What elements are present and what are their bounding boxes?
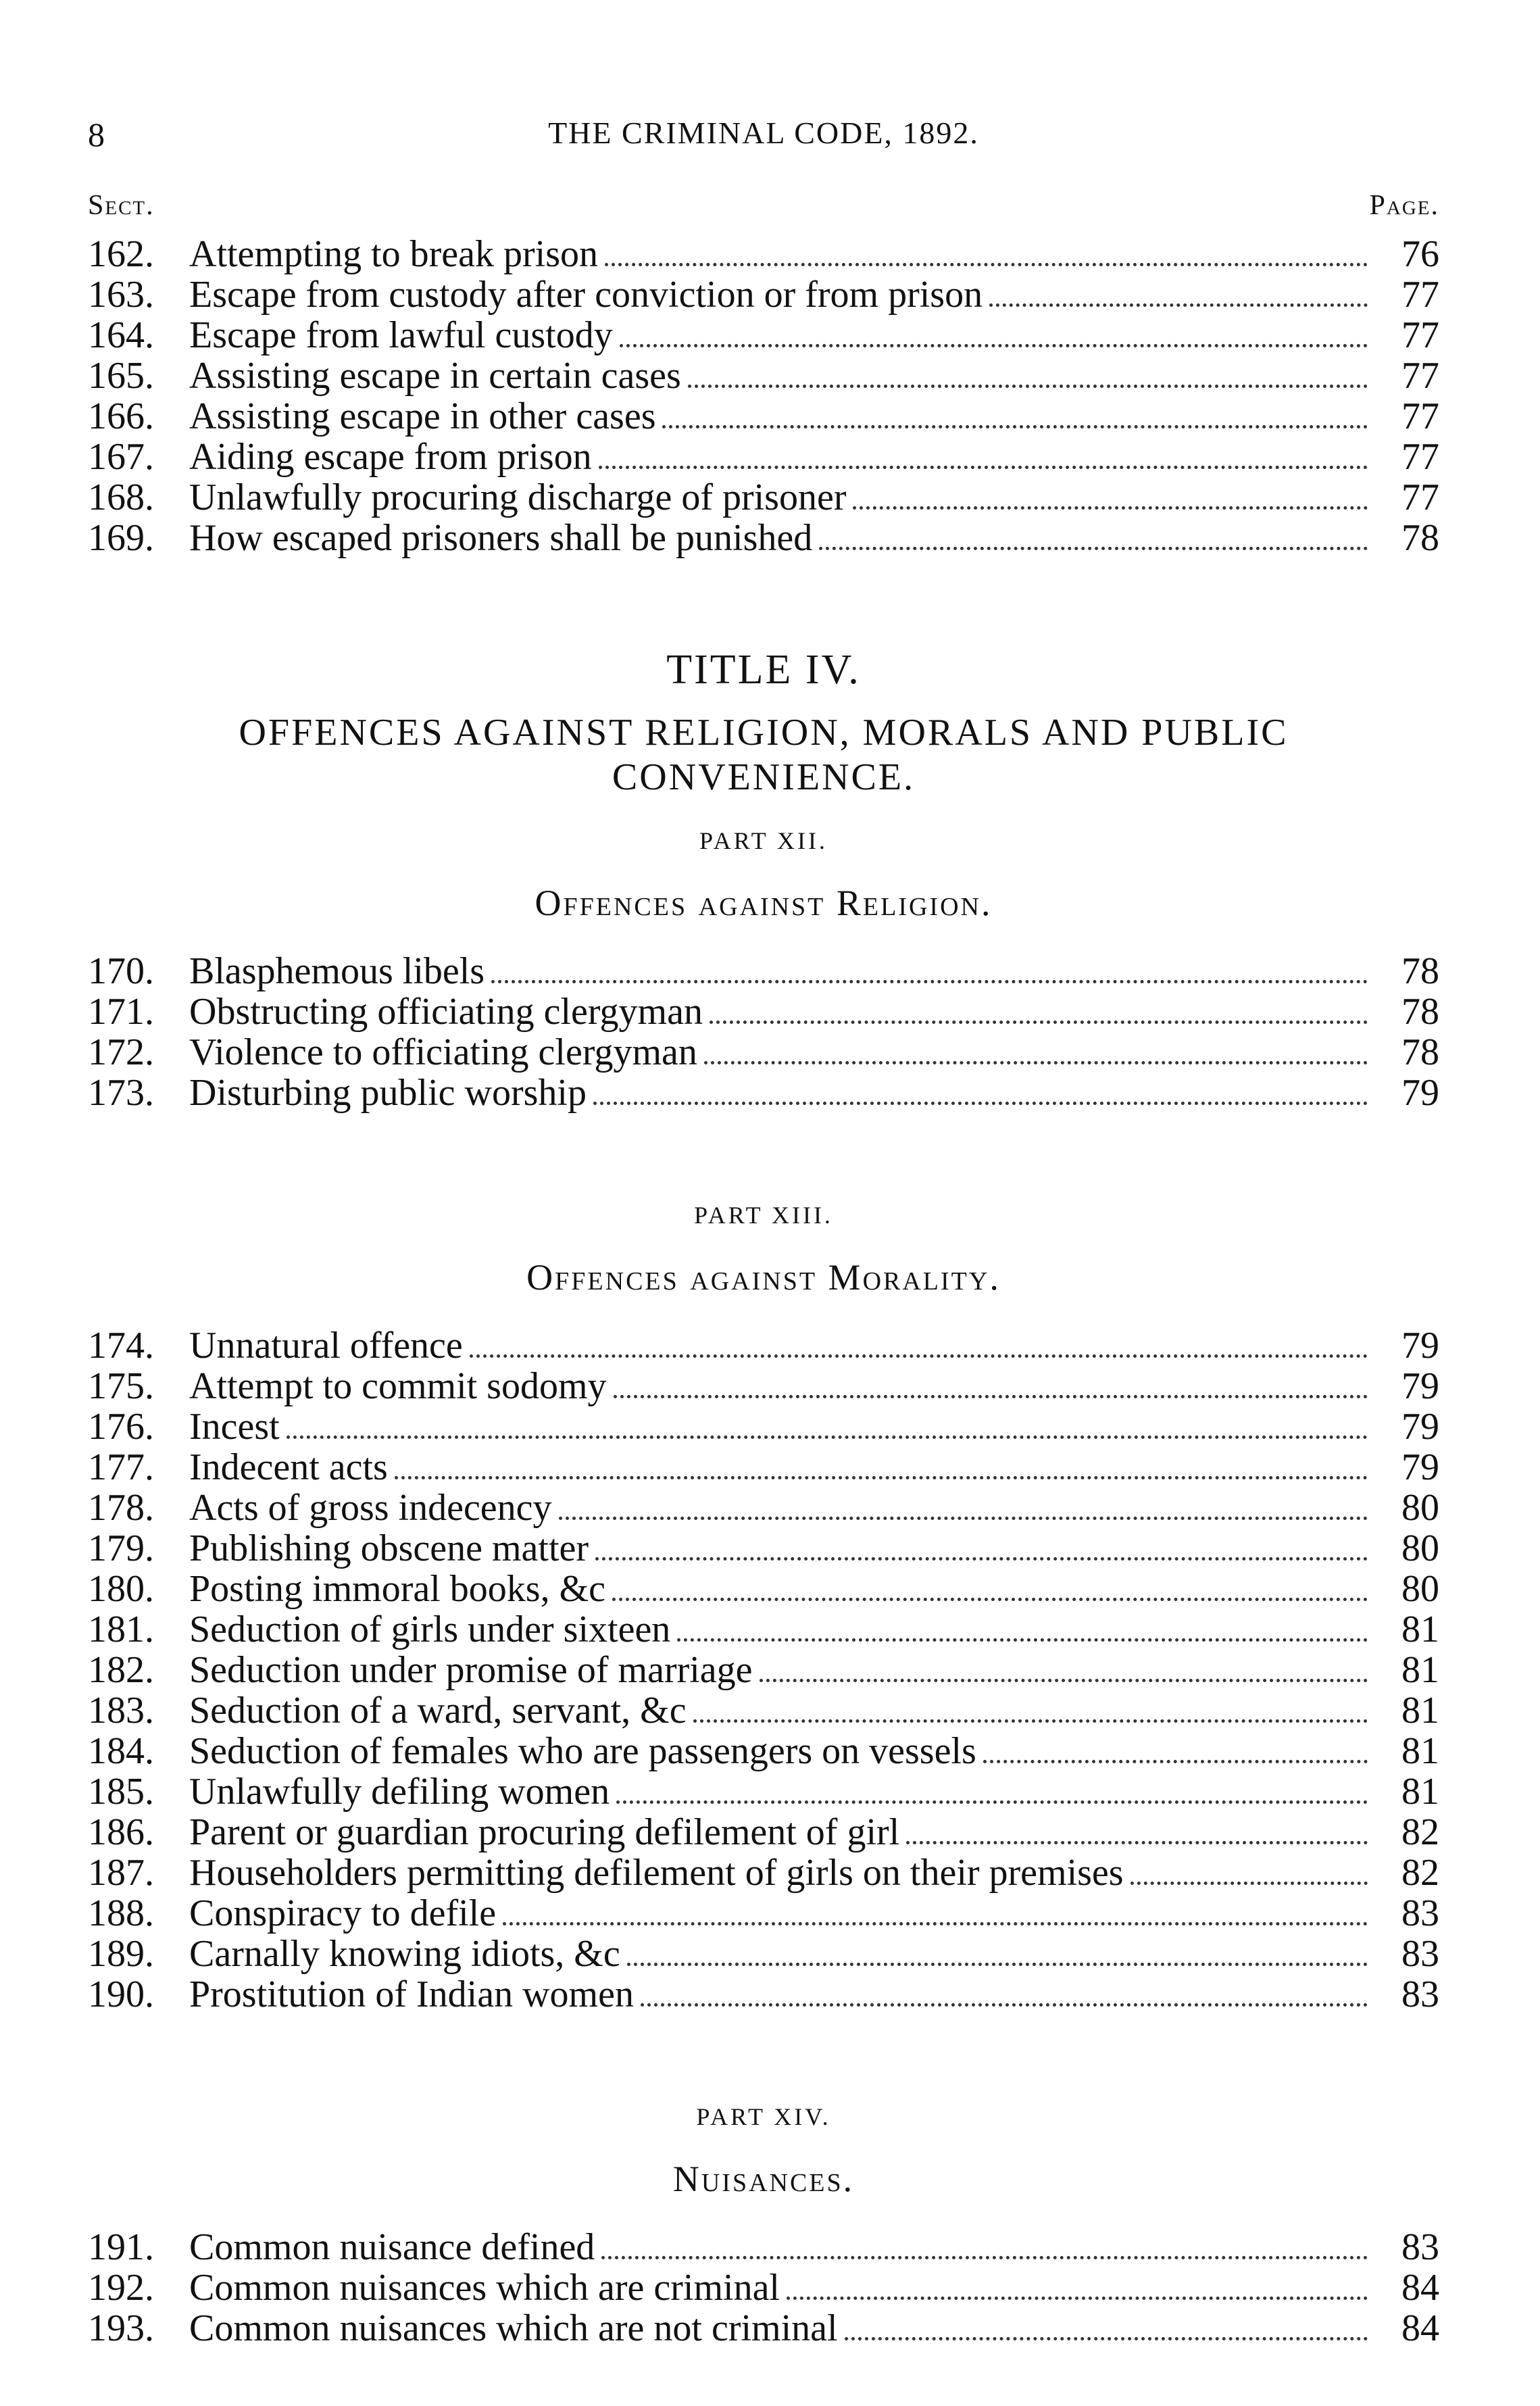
page-reference: 78 [1401, 1031, 1439, 1073]
entry-title: Indecent acts [189, 1446, 388, 1488]
entry-title: Incest [189, 1406, 280, 1448]
part-label: PART XII. [699, 827, 828, 854]
page-reference: 82 [1401, 1811, 1439, 1853]
page-column-heading: Page. [1369, 190, 1439, 221]
toc-list-morality [88, 1325, 1439, 2015]
entry-title: Unlawfully defiling women [189, 1771, 610, 1813]
toc-entry [88, 396, 1439, 437]
dot-leader [1131, 1882, 1368, 1885]
page-reference: 81 [1401, 1649, 1439, 1691]
section-number: 185. [88, 1771, 154, 1813]
entry-title: Aiding escape from prison [189, 436, 592, 478]
dot-leader [853, 506, 1368, 510]
toc-entry [88, 1569, 1439, 1609]
title-subheading [88, 710, 1439, 800]
entry-title: Seduction of females who are passengers on vessels [189, 1730, 976, 1772]
document-page [88, 115, 1439, 2349]
toc-entry [88, 1488, 1439, 1528]
toc-entry [88, 1032, 1439, 1073]
dot-leader [605, 263, 1368, 266]
section-number: 190. [88, 1973, 154, 2015]
dot-leader [787, 2297, 1368, 2300]
dot-leader [612, 1598, 1368, 1601]
dot-leader [983, 1760, 1368, 1763]
page-reference: 77 [1401, 476, 1439, 518]
dot-leader [688, 385, 1368, 388]
entry-title: Prostitution of Indian women [189, 1973, 634, 2015]
section-number: 162. [88, 233, 154, 275]
page-reference: 79 [1401, 1446, 1439, 1488]
entry-title: Common nuisances which are criminal [189, 2267, 780, 2309]
page-reference: 81 [1401, 1609, 1439, 1650]
dot-leader [989, 303, 1368, 307]
entry-title: Seduction under promise of marriage [189, 1649, 753, 1691]
page-reference: 77 [1401, 355, 1439, 397]
toc-entry [88, 1812, 1439, 1852]
entry-title: Assisting escape in other cases [189, 395, 656, 437]
section-number: 168. [88, 476, 154, 518]
part-title: Offences against Religion. [535, 883, 993, 923]
section-number: 170. [88, 950, 154, 992]
dot-leader [287, 1435, 1368, 1439]
section-number: 173. [88, 1072, 154, 1114]
toc-entry [88, 1609, 1439, 1650]
toc-entry [88, 1893, 1439, 1934]
entry-title: Escape from custody after conviction or from prison [189, 274, 983, 316]
section-number: 180. [88, 1568, 154, 1610]
section-number: 179. [88, 1527, 154, 1569]
part-label: PART XIV. [696, 2103, 831, 2130]
toc-entry [88, 951, 1439, 991]
section-number: 164. [88, 314, 154, 356]
page-reference: 81 [1401, 1771, 1439, 1813]
toc-entry [88, 274, 1439, 315]
entry-title: Attempting to break prison [189, 233, 599, 275]
page-reference: 79 [1401, 1365, 1439, 1407]
page-reference: 79 [1401, 1072, 1439, 1114]
page-reference: 78 [1401, 517, 1439, 559]
dot-leader [662, 425, 1368, 428]
section-number: 193. [88, 2307, 154, 2349]
toc-entry [88, 437, 1439, 477]
dot-leader [627, 1963, 1368, 1966]
title-subheading-line2: CONVENIENCE. [612, 756, 916, 798]
toc-entry [88, 1771, 1439, 1812]
dot-leader [593, 1102, 1368, 1105]
part-title: Nuisances. [672, 2159, 855, 2199]
entry-title: Common nuisance defined [189, 2226, 595, 2268]
page-reference: 81 [1401, 1730, 1439, 1772]
page-reference: 80 [1401, 1527, 1439, 1569]
dot-leader [470, 1354, 1368, 1358]
toc-entry [88, 518, 1439, 558]
page-reference: 83 [1401, 1933, 1439, 1975]
entry-title: Blasphemous libels [189, 950, 485, 992]
part-label: PART XIII. [694, 1202, 833, 1229]
dot-leader [760, 1679, 1368, 1682]
section-number: 188. [88, 1892, 154, 1934]
toc-entry [88, 1528, 1439, 1569]
entry-title: Parent or guardian procuring defilement of girl [189, 1811, 900, 1853]
page-reference: 77 [1401, 314, 1439, 356]
title-subheading-line1: OFFENCES AGAINST RELIGION, MORALS AND PUBLIC [239, 712, 1289, 754]
entry-title: Obstructing officiating clergyman [189, 991, 703, 1033]
section-number: 178. [88, 1487, 154, 1529]
column-headings [88, 189, 1439, 234]
section-column-heading: Sect. [88, 190, 155, 221]
dot-leader [710, 1021, 1368, 1024]
dot-leader [819, 547, 1368, 550]
entry-title: Carnally knowing idiots, &c [189, 1933, 620, 1975]
toc-entry [88, 1406, 1439, 1447]
section-number: 176. [88, 1406, 154, 1448]
dot-leader [395, 1476, 1368, 1479]
dot-leader [616, 1800, 1368, 1804]
toc-entry [88, 1934, 1439, 1974]
toc-list-nuisances [88, 2227, 1439, 2349]
dot-leader [614, 1395, 1368, 1398]
section-number: 166. [88, 395, 154, 437]
page-reference: 83 [1401, 1892, 1439, 1934]
page-reference: 83 [1401, 1973, 1439, 2015]
section-number: 181. [88, 1609, 154, 1650]
page-reference: 83 [1401, 2226, 1439, 2268]
page-reference: 77 [1401, 436, 1439, 478]
section-number: 175. [88, 1365, 154, 1407]
dot-leader [491, 980, 1368, 983]
page-reference: 78 [1401, 991, 1439, 1033]
entry-title: How escaped prisoners shall be punished [189, 517, 813, 559]
entry-title: Seduction of a ward, servant, &c [189, 1690, 687, 1732]
dot-leader [595, 1557, 1368, 1561]
page-reference: 80 [1401, 1568, 1439, 1610]
entry-title: Disturbing public worship [189, 1072, 587, 1114]
dot-leader [559, 1517, 1368, 1520]
entry-title: Acts of gross indecency [189, 1487, 552, 1529]
toc-entry [88, 315, 1439, 355]
entry-title: Unlawfully procuring discharge of prisoner [189, 476, 847, 518]
section-number: 177. [88, 1446, 154, 1488]
toc-entry [88, 2267, 1439, 2308]
toc-entry [88, 1447, 1439, 1488]
running-title: THE CRIMINAL CODE, 1892. [548, 116, 979, 150]
dot-leader [693, 1719, 1368, 1723]
dot-leader [677, 1638, 1368, 1642]
section-number: 182. [88, 1649, 154, 1691]
dot-leader [704, 1061, 1368, 1064]
dot-leader [601, 2256, 1368, 2259]
entry-title: Escape from lawful custody [189, 314, 613, 356]
part-title: Offences against Morality. [526, 1257, 1001, 1298]
page-reference: 82 [1401, 1852, 1439, 1894]
page-reference: 80 [1401, 1487, 1439, 1529]
section-number: 187. [88, 1852, 154, 1894]
toc-list-religion [88, 951, 1439, 1113]
section-number: 165. [88, 355, 154, 397]
entry-title: Assisting escape in certain cases [189, 355, 681, 397]
toc-entry [88, 1650, 1439, 1690]
toc-entry [88, 1366, 1439, 1406]
toc-entry [88, 1974, 1439, 2015]
dot-leader [620, 344, 1368, 347]
entry-title: Conspiracy to defile [189, 1892, 497, 1934]
page-reference: 84 [1401, 2267, 1439, 2309]
section-number: 172. [88, 1031, 154, 1073]
page-reference: 79 [1401, 1325, 1439, 1367]
toc-entry [88, 1731, 1439, 1771]
page-header [88, 115, 1439, 189]
section-number: 167. [88, 436, 154, 478]
page-reference: 79 [1401, 1406, 1439, 1448]
page-reference: 78 [1401, 950, 1439, 992]
entry-title: Seduction of girls under sixteen [189, 1609, 671, 1650]
page-reference: 81 [1401, 1690, 1439, 1732]
toc-entry [88, 477, 1439, 518]
dot-leader [845, 2337, 1368, 2340]
dot-leader [599, 466, 1368, 469]
dot-leader [503, 1922, 1368, 1925]
toc-entry [88, 991, 1439, 1032]
toc-entry [88, 234, 1439, 274]
dot-leader [906, 1841, 1368, 1844]
section-number: 184. [88, 1730, 154, 1772]
toc-entry [88, 1690, 1439, 1731]
toc-entry [88, 2308, 1439, 2349]
toc-entry [88, 1325, 1439, 1366]
section-number: 163. [88, 274, 154, 316]
toc-entry [88, 1852, 1439, 1893]
toc-entry [88, 2227, 1439, 2267]
page-number: 8 [88, 116, 105, 153]
toc-entry [88, 355, 1439, 396]
section-number: 171. [88, 991, 154, 1033]
page-reference: 77 [1401, 395, 1439, 437]
entry-title: Householders permitting defilement of girls on their premises [189, 1852, 1124, 1894]
entry-title: Violence to officiating clergyman [189, 1031, 697, 1073]
section-number: 183. [88, 1690, 154, 1732]
toc-list-prison [88, 234, 1439, 558]
entry-title: Publishing obscene matter [189, 1527, 589, 1569]
dot-leader [641, 2003, 1368, 2007]
section-number: 191. [88, 2226, 154, 2268]
entry-title: Posting immoral books, &c [189, 1568, 605, 1610]
section-number: 192. [88, 2267, 154, 2309]
section-number: 174. [88, 1325, 154, 1367]
entry-title: Common nuisances which are not criminal [189, 2307, 838, 2349]
section-number: 169. [88, 517, 154, 559]
page-reference: 77 [1401, 274, 1439, 316]
toc-entry [88, 1073, 1439, 1113]
page-reference: 76 [1401, 233, 1439, 275]
title-heading: TITLE IV. [666, 647, 861, 693]
entry-title: Unnatural offence [189, 1325, 463, 1367]
entry-title: Attempt to commit sodomy [189, 1365, 607, 1407]
section-number: 189. [88, 1933, 154, 1975]
page-reference: 84 [1401, 2307, 1439, 2349]
section-number: 186. [88, 1811, 154, 1853]
